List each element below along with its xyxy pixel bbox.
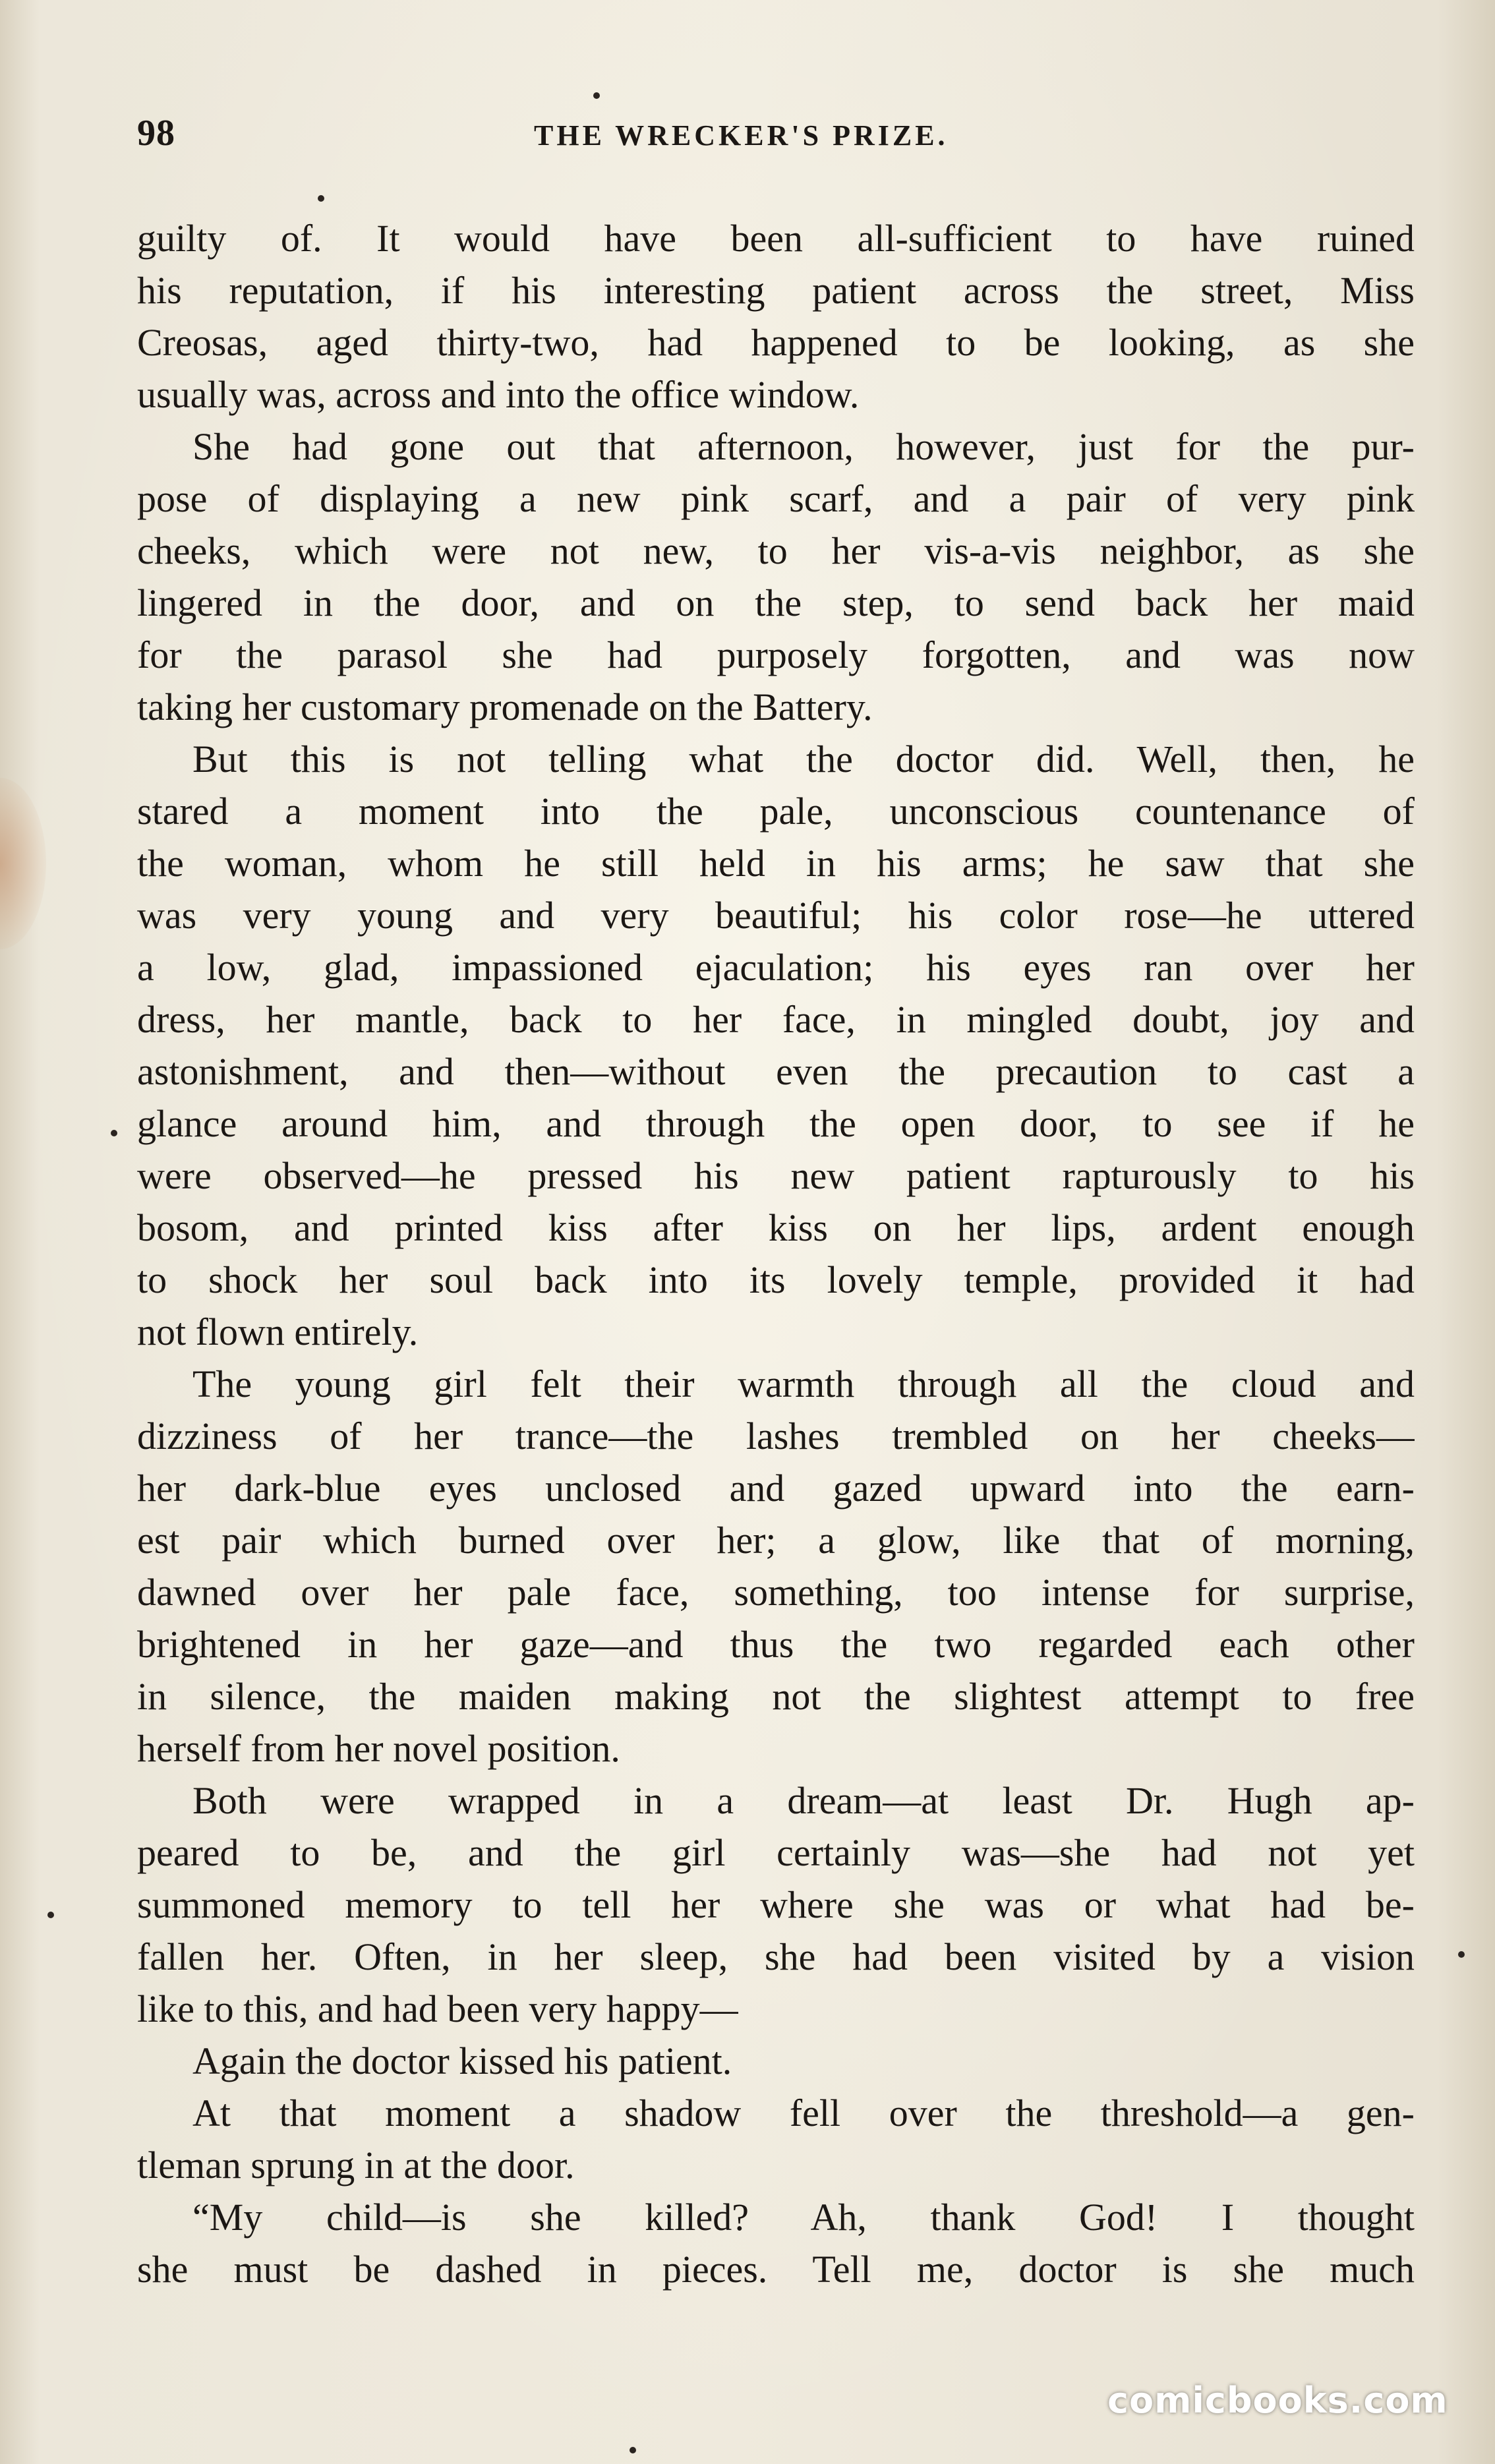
ink-speck (1458, 1951, 1465, 1958)
text-line: lingered in the door, and on the step, to send back her maid (137, 581, 1415, 624)
text-line: cheeks, which were not new, to her vis-a-vis neighbor, as she (137, 529, 1415, 572)
text-line: At that moment a shadow fell over the threshold—a gen- (192, 2092, 1415, 2134)
text-line: like to this, and had been very happy— (137, 1987, 738, 2030)
page-number: 98 (137, 113, 175, 154)
text-line: dizziness of her trance—the lashes trembled on her cheeks— (137, 1415, 1415, 1457)
text-line: taking her customary promenade on the Battery. (137, 686, 873, 728)
text-line: glance around him, and through the open door, to see if he (137, 1102, 1415, 1145)
text-line: But this is not telling what the doctor did. Well, then, he (192, 738, 1415, 780)
text-line: The young girl felt their warmth through all the cloud and (192, 1363, 1415, 1405)
ink-speck (111, 1130, 117, 1136)
text-line: guilty of. It would have been all-sufficient to have ruined (137, 217, 1415, 260)
ink-speck (47, 1912, 54, 1918)
text-line: “My child—is she killed? Ah, thank God! I thought (192, 2196, 1415, 2239)
body-text (137, 212, 1415, 2295)
text-line: Both were wrapped in a dream—at least Dr. Hugh ap- (192, 1779, 1415, 1822)
ink-speck (593, 92, 600, 99)
text-line: for the parasol she had purposely forgotten, and was now (137, 633, 1415, 676)
text-line: pose of displaying a new pink scarf, and a pair of very pink (137, 477, 1415, 520)
text-line: stared a moment into the pale, unconscious countenance of (137, 790, 1415, 833)
text-line: She had gone out that afternoon, however, just for the pur- (192, 425, 1415, 468)
text-line: Again the doctor kissed his patient. (192, 2039, 732, 2082)
text-line: est pair which burned over her; a glow, like that of morning, (137, 1519, 1415, 1562)
page-stain (0, 778, 46, 949)
text-line: was very young and very beautiful; his color rose—he uttered (137, 894, 1415, 937)
text-line: herself from her novel position. (137, 1727, 620, 1770)
text-line: peared to be, and the girl certainly was—she had not yet (137, 1831, 1415, 1874)
text-line: astonishment, and then—without even the precaution to cast a (137, 1050, 1415, 1093)
text-line: his reputation, if his interesting patient across the street, Miss (137, 269, 1415, 312)
running-header (0, 112, 1495, 165)
text-line: to shock her soul back into its lovely temple, provided it had (137, 1258, 1415, 1301)
text-line: dawned over her pale face, something, too intense for surprise, (137, 1571, 1415, 1614)
site-watermark: comicbooks.com (1107, 2380, 1448, 2421)
text-line: she must be dashed in pieces. Tell me, doctor is she much (137, 2248, 1415, 2291)
text-line: dress, her mantle, back to her face, in mingled doubt, joy and (137, 998, 1415, 1041)
text-line: her dark-blue eyes unclosed and gazed upward into the earn- (137, 1467, 1415, 1510)
text-line: brightened in her gaze—and thus the two regarded each other (137, 1623, 1415, 1666)
text-line: bosom, and printed kiss after kiss on her lips, ardent enough (137, 1206, 1415, 1249)
text-line: fallen her. Often, in her sleep, she had been visited by a vision (137, 1935, 1415, 1978)
text-line: were observed—he pressed his new patient rapturously to his (137, 1154, 1415, 1197)
text-line: summoned memory to tell her where she was or what had be- (137, 1883, 1415, 1926)
ink-speck (318, 195, 324, 202)
text-line: usually was, across and into the office window. (137, 373, 860, 416)
text-line: Creosas, aged thirty-two, had happened to be looking, as she (137, 321, 1415, 364)
ink-speck (630, 2447, 636, 2453)
text-line: in silence, the maiden making not the slightest attempt to free (137, 1675, 1415, 1718)
text-line: not flown entirely. (137, 1310, 419, 1353)
text-line: the woman, whom he still held in his arms; he saw that she (137, 842, 1415, 885)
running-title: THE WRECKER'S PRIZE. (534, 119, 949, 152)
text-line: a low, glad, impassioned ejaculation; his eyes ran over her (137, 946, 1415, 989)
text-line: tleman sprung in at the door. (137, 2144, 575, 2186)
